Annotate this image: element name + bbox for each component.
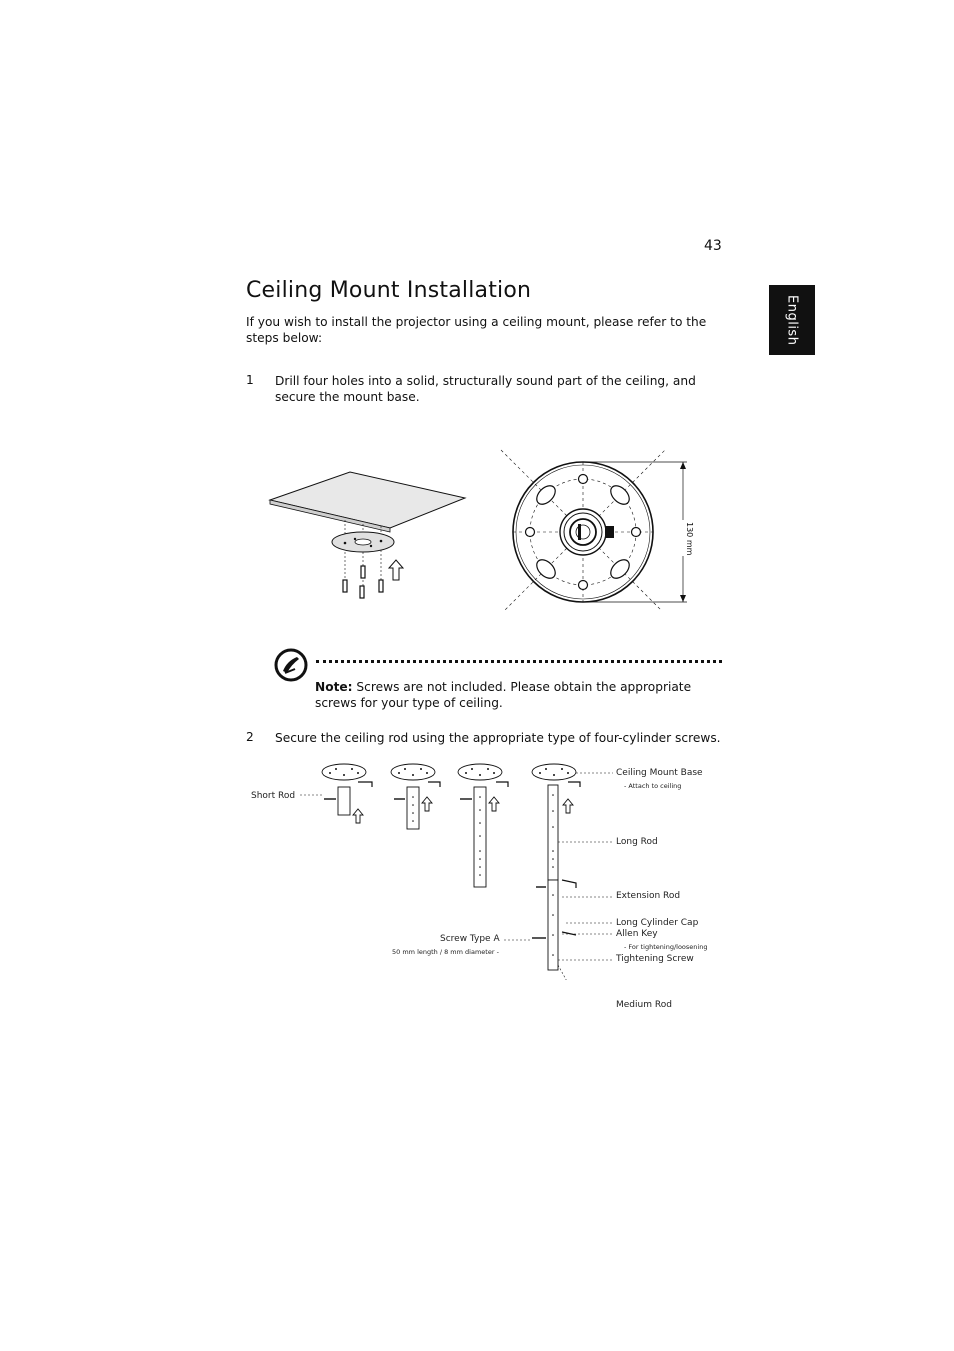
dimension-label: 130 mm — [685, 522, 694, 556]
language-tab — [769, 285, 815, 355]
step-2-number: 2 — [246, 730, 254, 744]
note-body: Screws are not included. Please obtain the appropriate screws for your type of ceiling. — [315, 680, 692, 710]
page-number: 43 — [704, 238, 722, 254]
step-1-number: 1 — [246, 373, 254, 387]
note-divider — [316, 660, 722, 663]
note-icon — [273, 647, 309, 683]
step-2-text: Secure the ceiling rod using the appropriate type of four-cylinder screws. — [275, 731, 721, 745]
note-text — [315, 679, 715, 711]
intro-paragraph: If you wish to install the projector using a ceiling mount, please refer to the steps below: — [246, 315, 707, 345]
label-extension-rod: Extension Rod — [616, 891, 681, 901]
rod-assembly-figure — [300, 755, 620, 980]
note-label: Note: — [315, 680, 353, 694]
label-attach-to-ceiling: - Attach to ceiling — [624, 782, 682, 790]
label-tightening-screw: Tightening Screw — [616, 954, 694, 964]
language-tab-label: English — [784, 294, 800, 346]
mount-base-figure — [265, 440, 705, 610]
label-ceiling-mount-base: Ceiling Mount Base — [616, 768, 703, 778]
label-allen-key: Allen Key — [616, 929, 658, 939]
label-short-rod: Short Rod — [251, 791, 296, 801]
label-screw-type-a: Screw Type A — [440, 934, 500, 944]
step-1-text: Drill four holes into a solid, structurally sound part of the ceiling, and secure the mount base. — [275, 374, 696, 404]
label-long-rod: Long Rod — [616, 837, 658, 847]
label-long-cylinder-cap: Long Cylinder Cap — [616, 918, 699, 928]
label-medium-rod: Medium Rod — [616, 1000, 672, 1010]
label-screw-spec: 50 mm length / 8 mm diameter - — [392, 948, 499, 956]
label-for-tightening: - For tightening/loosening — [624, 943, 708, 951]
page-title: Ceiling Mount Installation — [246, 278, 532, 303]
